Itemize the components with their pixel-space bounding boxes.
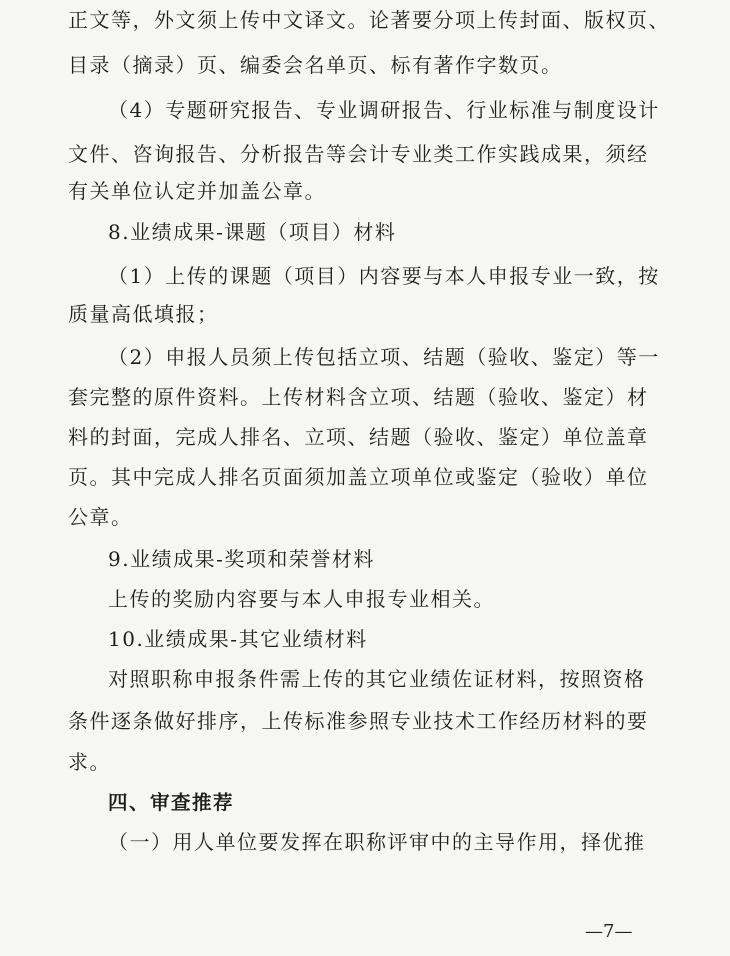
text-line: 质量高低填报； — [68, 302, 219, 326]
text-line: 料的封面，完成人排名、立项、结题（验收、鉴定）单位盖章 — [68, 425, 649, 449]
text-line: （4）专题研究报告、专业调研报告、行业标准与制度设计 — [108, 98, 660, 122]
text-line: 上传的奖励内容要与本人申报专业相关。 — [108, 587, 495, 611]
section-heading: 9.业绩成果-奖项和荣誉材料 — [108, 547, 375, 571]
text-line: 文件、咨询报告、分析报告等会计专业类工作实践成果，须经 — [68, 142, 649, 166]
section-heading: 10.业绩成果-其它业绩材料 — [108, 627, 368, 651]
text-line: 求。 — [68, 750, 111, 774]
text-line: 公章。 — [68, 505, 133, 529]
section-heading: 8.业绩成果-课题（项目）材料 — [108, 220, 397, 244]
text-line: 套完整的原件资料。上传材料含立项、结题（验收、鉴定）材 — [68, 385, 649, 409]
text-line: （一）用人单位要发挥在职称评审中的主导作用，择优推 — [108, 830, 646, 854]
page-number: —7— — [585, 921, 633, 942]
text-line: 正文等，外文须上传中文译文。论著要分项上传封面、版权页、 — [68, 8, 670, 32]
text-line: 对照职称申报条件需上传的其它业绩佐证材料，按照资格 — [108, 667, 646, 691]
text-line: 条件逐条做好排序，上传标准参照专业技术工作经历材料的要 — [68, 709, 649, 733]
text-line: 目录（摘录）页、编委会名单页、标有著作字数页。 — [68, 53, 563, 77]
text-line: 页。其中完成人排名页面须加盖立项单位或鉴定（验收）单位 — [68, 465, 649, 489]
chapter-heading: 四、审查推荐 — [108, 791, 235, 814]
text-line: 有关单位认定并加盖公章。 — [68, 179, 326, 203]
text-line: （1）上传的课题（项目）内容要与本人申报专业一致，按 — [108, 264, 660, 288]
text-line: （2）申报人员须上传包括立项、结题（验收、鉴定）等一 — [108, 345, 660, 369]
